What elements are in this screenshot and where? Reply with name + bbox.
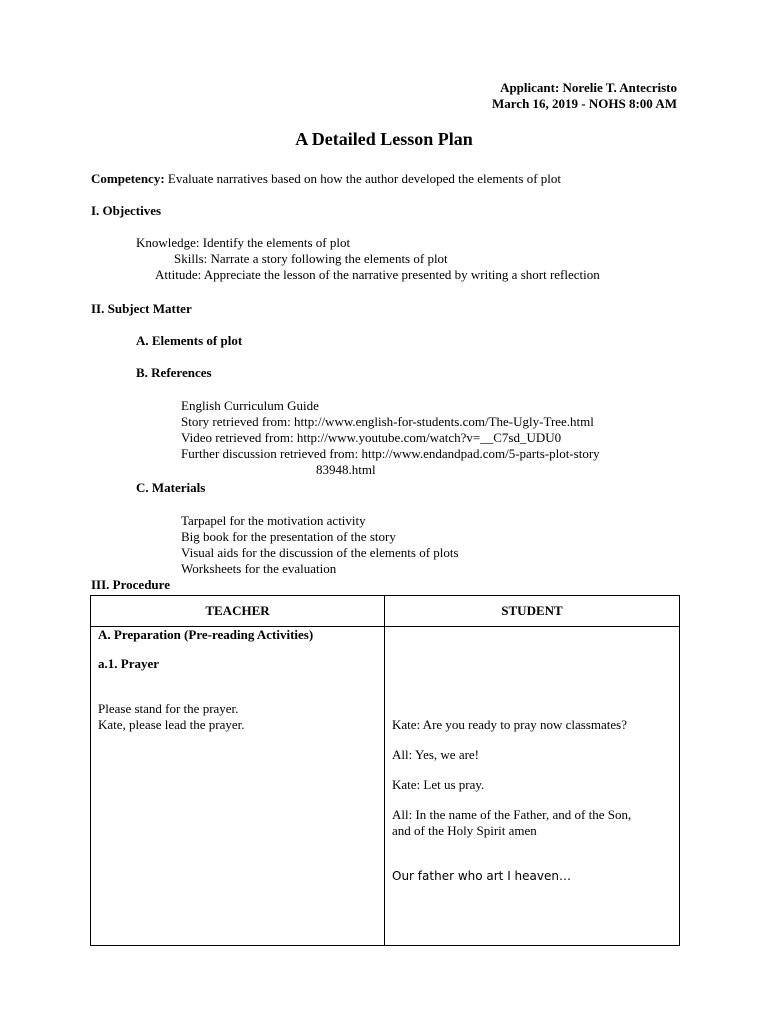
- student-line: All: Yes, we are!: [392, 747, 480, 762]
- reference-item-continuation: 83948.html: [316, 462, 376, 477]
- schedule-line: March 16, 2019 - NOHS 8:00 AM: [492, 96, 677, 111]
- student-cell: [385, 627, 680, 946]
- student-line: and of the Holy Spirit amen: [392, 823, 537, 838]
- elements-of-plot-heading: A. Elements of plot: [136, 333, 243, 348]
- procedure-table: [90, 595, 680, 946]
- table-row: [91, 627, 680, 946]
- page-title: A Detailed Lesson Plan: [295, 129, 473, 149]
- student-line: Our father who art I heaven…: [392, 869, 571, 883]
- competency-label: Competency:: [91, 171, 165, 186]
- student-line: All: In the name of the Father, and of the Son,: [392, 807, 632, 822]
- reference-item: Further discussion retrieved from: http://www.endandpad.com/5-parts-plot-story: [181, 446, 600, 461]
- objective-skills: Skills: Narrate a story following the elements of plot: [174, 251, 448, 266]
- competency-text: Evaluate narratives based on how the author developed the elements of plot: [164, 171, 562, 186]
- objective-attitude: Attitude: Appreciate the lesson of the narrative presented by writing a short reflection: [155, 267, 600, 282]
- subject-matter-heading: II. Subject Matter: [91, 301, 192, 316]
- references-heading: B. References: [136, 365, 212, 380]
- teacher-column-header: TEACHER: [91, 596, 385, 627]
- materials-heading: C. Materials: [136, 480, 206, 495]
- student-line: Kate: Let us pray.: [392, 777, 485, 792]
- prayer-subheading: a.1. Prayer: [98, 656, 160, 671]
- preparation-heading: A. Preparation (Pre-reading Activities): [98, 627, 314, 642]
- table-header-row: [91, 596, 680, 627]
- student-line: Kate: Are you ready to pray now classmates?: [392, 717, 628, 732]
- teacher-line: Please stand for the prayer.: [98, 701, 239, 716]
- procedure-heading: III. Procedure: [91, 577, 170, 592]
- objective-knowledge: Knowledge: Identify the elements of plot: [136, 235, 351, 250]
- competency-line: [91, 171, 561, 187]
- teacher-line: Kate, please lead the prayer.: [98, 717, 245, 732]
- applicant-name: Applicant: Norelie T. Antecristo: [500, 80, 677, 95]
- material-item: Worksheets for the evaluation: [181, 561, 337, 576]
- material-item: Big book for the presentation of the story: [181, 529, 396, 544]
- material-item: Visual aids for the discussion of the elements of plots: [181, 545, 459, 560]
- reference-item: English Curriculum Guide: [181, 398, 319, 413]
- reference-item: Story retrieved from: http://www.english-for-students.com/The-Ugly-Tree.html: [181, 414, 594, 429]
- teacher-cell: [91, 627, 385, 946]
- reference-item: Video retrieved from: http://www.youtube.com/watch?v=__C7sd_UDU0: [181, 430, 562, 445]
- objectives-heading: I. Objectives: [91, 203, 162, 218]
- student-column-header: STUDENT: [385, 596, 680, 627]
- applicant-header: [492, 80, 677, 112]
- material-item: Tarpapel for the motivation activity: [181, 513, 366, 528]
